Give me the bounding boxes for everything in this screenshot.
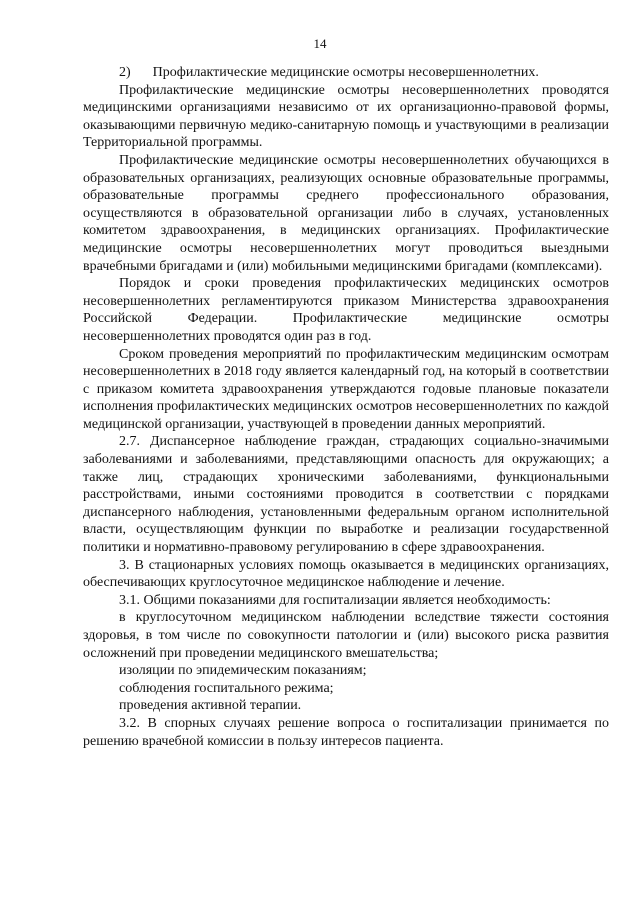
paragraph-7: 3.1. Общими показаниями для госпитализации является необходимость: [119, 592, 551, 608]
section-number: 2) [119, 65, 131, 80]
paragraph-5: 2.7. Диспансерное наблюдение граждан, страдающих социально-значимыми заболеваниями и заболеваниями, представляющими опасность для окружающих; а также лиц, страдающих хроническими заболеваниями, функциональными расстройствами, иными состояниями проводится в соответствии с порядками диспансерного наблюдения, установленными федеральным органом исполнительной власти, осуществляющим функции по выработке и реализации государственной политики и нормативно-правовому регулированию в сфере здравоохранения. [83, 434, 609, 556]
paragraph-9: изоляции по эпидемическим показаниям; [119, 663, 367, 679]
paragraph-12: 3.2. В спорных случаях решение вопроса о госпитализации принимается по решению врачебной комиссии в пользу интересов пациента. [83, 715, 609, 749]
paragraph-4: Сроком проведения мероприятий по профилактическим медицинским осмотрам несовершеннолетних в 2018 году является календарный год, на который в соответствии с приказом комитета здравоохранения утверждаются годовые плановые показатели исполнения профилактических медицинских осмотров несовершеннолетних по каждой медицинской организации, участвующей в проведении данных мероприятий. [83, 346, 609, 432]
paragraph-8: в круглосуточном медицинском наблюдении вследствие тяжести состояния здоровья, в том числе по совокупности патологии и (или) высокого риска развития осложнений при проведении медицинского вмешательства; [83, 610, 609, 661]
paragraph-10: соблюдения госпитального режима; [119, 680, 334, 696]
paragraph-2: Профилактические медицинские осмотры несовершеннолетних обучающихся в образовательных организациях, реализующих основные образовательные программы, образовательные программы среднего профессионального образования, осуществляются в образовательной организации либо в случаях, установленных комитетом здравоохранения, в медицинских организациях. Профилактические медицинские осмотры несовершеннолетних могут проводиться выездными врачебными бригадами и (или) мобильными медицинскими бригадами (комплексами). [83, 152, 609, 274]
paragraph-1: Профилактические медицинские осмотры несовершеннолетних проводятся медицинскими организациями независимо от их организационно-правовой формы, оказывающими первичную медико-санитарную помощь и участвующими в реализации Территориальной программы. [83, 82, 609, 151]
paragraph-3: Порядок и сроки проведения профилактических медицинских осмотров несовершеннолетних регламентируются приказом Министерства здравоохранения Российской Федерации. Профилактические медицинские осмотры несовершеннолетних проводятся один раз в год. [83, 276, 609, 344]
paragraph-11: проведения активной терапии. [119, 698, 302, 714]
document-body [83, 64, 609, 750]
paragraph-6: 3. В стационарных условиях помощь оказывается в медицинских организациях, обеспечивающих круглосуточное медицинское наблюдение и лечение. [83, 557, 609, 591]
section-title: Профилактические медицинские осмотры несовершеннолетних. [152, 65, 539, 80]
page-number: 14 [313, 36, 327, 51]
section-heading [83, 64, 609, 82]
